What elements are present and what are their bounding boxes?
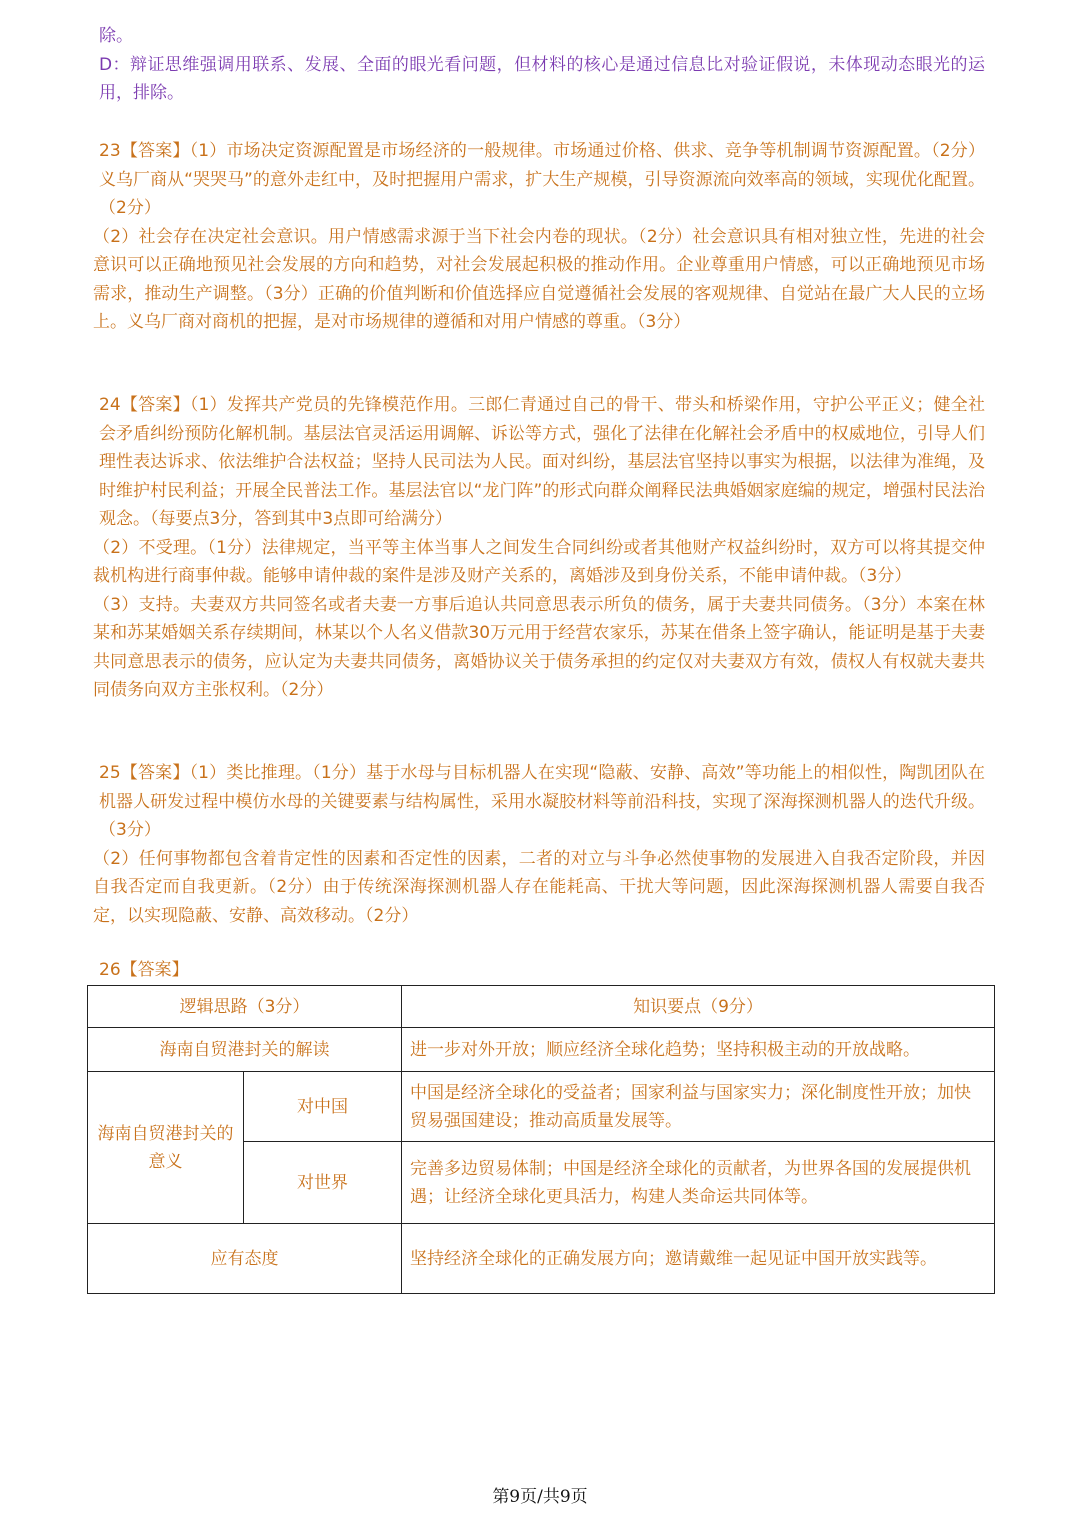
q26-title: 26【答案】 — [99, 960, 189, 980]
question-23-answer — [93, 137, 985, 337]
question-25-answer — [93, 759, 985, 930]
table-row — [88, 1028, 995, 1072]
prev-answer-block — [99, 22, 985, 108]
q24-part2: （2）不受理。（1分）法律规定，当平等主体当事人之间发生合同纠纷或者其他财产权益纠纷时，双方可以将其提交仲裁机构进行商事仲裁。能够申请仲裁的案件是涉及财产关系的，离婚涉及到身份关系，不能申请仲裁。（3分） — [93, 537, 985, 586]
row-china-content: 中国是经济全球化的受益者；国家利益与国家实力；深化制度性开放；加快贸易强国建设；推动高质量发展等。 — [402, 1072, 995, 1142]
header-knowledge: 知识要点（9分） — [402, 986, 995, 1028]
q26-answer-table — [87, 985, 995, 1294]
question-24-answer — [93, 391, 985, 705]
q24-part3: （3）支持。夫妻双方共同签名或者夫妻一方事后追认共同意思表示所负的债务，属于夫妻共同债务。（3分）本案在林某和苏某婚姻关系存续期间，林某以个人名义借款30万元用于经营农家乐，苏某在借条上签字确认，能证明是基于夫妻共同意思表示的债务，应认定为夫妻共同债务，离婚协议关于债务承担的约定仅对夫妻双方有效，债权人有权就夫妻共同债务向双方主张权利。（2分） — [93, 594, 985, 700]
row-significance-label: 海南自贸港封关的意义 — [88, 1072, 244, 1224]
row-attitude-content: 坚持经济全球化的正确发展方向；邀请戴维一起见证中国开放实践等。 — [402, 1224, 995, 1294]
q25-part1: 25【答案】（1）类比推理。（1分）基于水母与目标机器人在实现“隐蔽、安静、高效”等功能上的相似性，陶凯团队在机器人研发过程中模仿水母的关键要素与结构属性，采用水凝胶材料等前沿科技，实现了深海探测机器人的迭代升级。（3分） — [99, 763, 985, 840]
header-logic: 逻辑思路（3分） — [88, 986, 402, 1028]
q24-part1: 24【答案】（1）发挥共产党员的先锋模范作用。三郎仁青通过自己的骨干、带头和桥梁作用，守护公平正义；健全社会矛盾纠纷预防化解机制。基层法官灵活运用调解、诉讼等方式，强化了法律在化解社会矛盾中的权威地位，引导人们理性表达诉求、依法维护合法权益；坚持人民司法为人民。面对纠纷，基层法官坚持以事实为根据，以法律为准绳，及时维护村民利益；开展全民普法工作。基层法官以“龙门阵”的形式向群众阐释民法典婚姻家庭编的规定，增强村民法治观念。（每要点3分，答到其中3点即可给满分） — [99, 395, 985, 529]
row-world-label: 对世界 — [244, 1142, 402, 1224]
q25-part2: （2）任何事物都包含着肯定性的因素和否定性的因素，二者的对立与斗争必然使事物的发展进入自我否定阶段，并因自我否定而自我更新。（2分）由于传统深海探测机器人存在能耗高、干扰大等问题，因此深海探测机器人需要自我否定，以实现隐蔽、安静、高效移动。（2分） — [93, 848, 985, 926]
q23-part1: 23【答案】（1）市场决定资源配置是市场经济的一般规律。市场通过价格、供求、竞争等机制调节资源配置。（2分）义乌厂商从“哭哭马”的意外走红中，及时把握用户需求，扩大生产规模，引导资源流向效率高的领域，实现优化配置。（2分） — [99, 141, 985, 218]
row-attitude-label: 应有态度 — [88, 1224, 402, 1294]
table-row — [88, 1224, 995, 1294]
row-world-content: 完善多边贸易体制；中国是经济全球化的贡献者，为世界各国的发展提供机遇；让经济全球化更具活力，构建人类命运共同体等。 — [402, 1142, 995, 1224]
row-interpretation-content: 进一步对外开放；顺应经济全球化趋势；坚持积极主动的开放战略。 — [402, 1028, 995, 1072]
table-row — [88, 1072, 995, 1142]
option-d-explanation: D：辩证思维强调用联系、发展、全面的眼光看问题，但材料的核心是通过信息比对验证假说，未体现动态眼光的运用，排除。 — [99, 54, 985, 103]
page-number: 第9页/共9页 — [492, 1487, 588, 1507]
row-interpretation-label: 海南自贸港封关的解读 — [88, 1028, 402, 1072]
q23-part2: （2）社会存在决定社会意识。用户情感需求源于当下社会内卷的现状。（2分）社会意识具有相对独立性，先进的社会意识可以正确地预见社会发展的方向和趋势，对社会发展起积极的推动作用。企业尊重用户情感，可以正确地预见市场需求，推动生产调整。（3分）正确的价值判断和价值选择应自觉遵循社会发展的客观规律、自觉站在最广大人民的立场上。义乌厂商对商机的把握，是对市场规律的遵循和对用户情感的尊重。（3分） — [93, 226, 985, 332]
table-header-row — [88, 986, 995, 1028]
prev-answer-line-end: 除。 — [99, 26, 133, 46]
row-china-label: 对中国 — [244, 1072, 402, 1142]
